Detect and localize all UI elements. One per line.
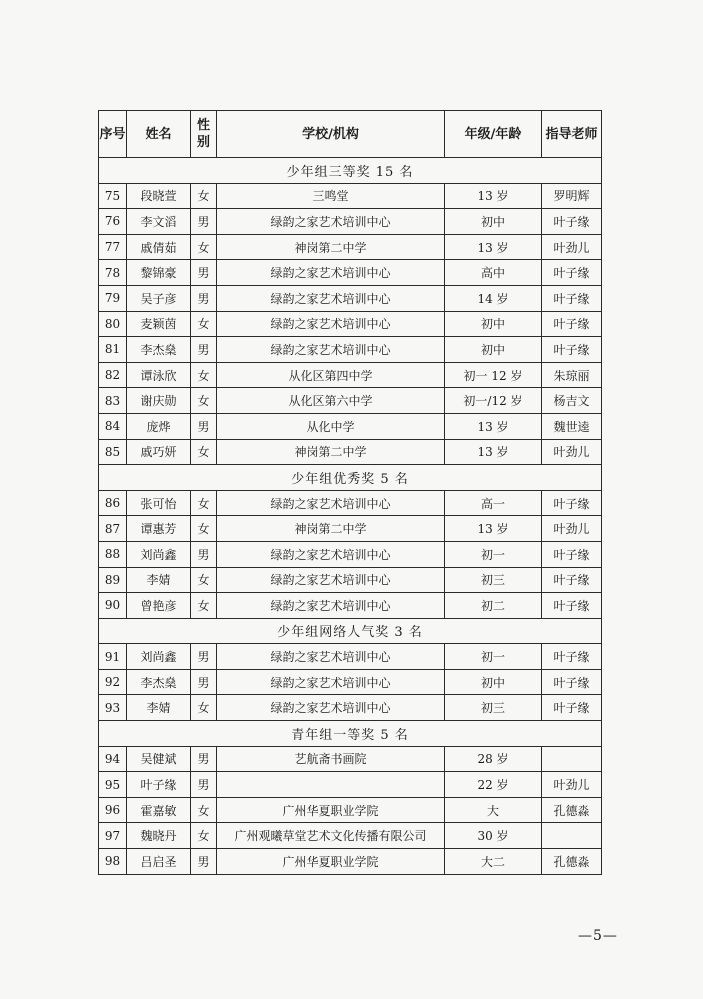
- cell-school: 神岗第二中学: [217, 439, 445, 465]
- section-title: 少年组优秀奖 5 名: [99, 465, 602, 491]
- table-row: [99, 209, 602, 235]
- table-row: [99, 567, 602, 593]
- cell-index: 91: [99, 644, 127, 670]
- cell-index: 90: [99, 593, 127, 619]
- cell-school: 神岗第二中学: [217, 516, 445, 542]
- cell-school: 绿韵之家艺术培训中心: [217, 541, 445, 567]
- cell-school: 绿韵之家艺术培训中心: [217, 695, 445, 721]
- cell-grade: 14 岁: [445, 285, 542, 311]
- cell-name: 曾艳彦: [127, 593, 191, 619]
- cell-gender: 男: [191, 413, 217, 439]
- cell-index: 81: [99, 337, 127, 363]
- cell-index: 95: [99, 772, 127, 798]
- table-row: [99, 541, 602, 567]
- table-row: [99, 362, 602, 388]
- section-title: 少年组网络人气奖 3 名: [99, 618, 602, 644]
- cell-gender: 男: [191, 849, 217, 875]
- cell-gender: 女: [191, 695, 217, 721]
- cell-school: 从化区第四中学: [217, 362, 445, 388]
- table-row: [99, 311, 602, 337]
- cell-index: 85: [99, 439, 127, 465]
- table-row: [99, 695, 602, 721]
- cell-gender: 女: [191, 593, 217, 619]
- cell-school: 艺航斋书画院: [217, 746, 445, 772]
- cell-teacher: 叶子缘: [542, 311, 602, 337]
- cell-gender: 男: [191, 644, 217, 670]
- cell-teacher: 朱琼丽: [542, 362, 602, 388]
- cell-grade: 初中: [445, 209, 542, 235]
- cell-teacher: 叶子缘: [542, 209, 602, 235]
- cell-gender: 男: [191, 260, 217, 286]
- cell-name: 谭惠芳: [127, 516, 191, 542]
- cell-school: 绿韵之家艺术培训中心: [217, 209, 445, 235]
- table-row: [99, 644, 602, 670]
- cell-name: 段晓萱: [127, 183, 191, 209]
- cell-teacher: 叶子缘: [542, 490, 602, 516]
- table-row: [99, 260, 602, 286]
- cell-school: 绿韵之家艺术培训中心: [217, 593, 445, 619]
- cell-name: 吕启圣: [127, 849, 191, 875]
- cell-teacher: [542, 823, 602, 849]
- cell-school: 广州华夏职业学院: [217, 849, 445, 875]
- cell-name: 谭泳欣: [127, 362, 191, 388]
- table-row: [99, 823, 602, 849]
- cell-gender: 男: [191, 772, 217, 798]
- cell-grade: 初一 12 岁: [445, 362, 542, 388]
- cell-index: 92: [99, 669, 127, 695]
- cell-gender: 女: [191, 183, 217, 209]
- cell-grade: 28 岁: [445, 746, 542, 772]
- cell-school: 三鸣堂: [217, 183, 445, 209]
- table-row: [99, 439, 602, 465]
- table-row: [99, 388, 602, 414]
- cell-index: 80: [99, 311, 127, 337]
- cell-gender: 女: [191, 439, 217, 465]
- cell-gender: 女: [191, 823, 217, 849]
- table-body: [99, 158, 602, 875]
- table-row: [99, 849, 602, 875]
- cell-grade: 初一/12 岁: [445, 388, 542, 414]
- cell-name: 张可怡: [127, 490, 191, 516]
- cell-grade: 高中: [445, 260, 542, 286]
- page-number: —5—: [578, 928, 618, 944]
- cell-index: 84: [99, 413, 127, 439]
- table-row: [99, 797, 602, 823]
- cell-name: 庞烨: [127, 413, 191, 439]
- table-row: [99, 183, 602, 209]
- cell-index: 75: [99, 183, 127, 209]
- cell-grade: 大: [445, 797, 542, 823]
- cell-grade: 初一: [445, 644, 542, 670]
- table-row: [99, 413, 602, 439]
- cell-grade: 30 岁: [445, 823, 542, 849]
- cell-name: 叶子缘: [127, 772, 191, 798]
- cell-grade: 初中: [445, 337, 542, 363]
- cell-name: 李杰燊: [127, 669, 191, 695]
- cell-teacher: 叶子缘: [542, 644, 602, 670]
- cell-grade: 13 岁: [445, 234, 542, 260]
- cell-grade: 初三: [445, 695, 542, 721]
- cell-index: 83: [99, 388, 127, 414]
- cell-index: 79: [99, 285, 127, 311]
- award-roster-table: [98, 110, 602, 875]
- cell-index: 76: [99, 209, 127, 235]
- cell-grade: 13 岁: [445, 439, 542, 465]
- cell-index: 89: [99, 567, 127, 593]
- cell-name: 刘尚鑫: [127, 644, 191, 670]
- cell-gender: 女: [191, 490, 217, 516]
- cell-name: 李婧: [127, 567, 191, 593]
- cell-grade: 初中: [445, 669, 542, 695]
- cell-gender: 男: [191, 337, 217, 363]
- cell-index: 98: [99, 849, 127, 875]
- cell-school: 绿韵之家艺术培训中心: [217, 285, 445, 311]
- cell-gender: 女: [191, 388, 217, 414]
- cell-gender: 女: [191, 567, 217, 593]
- cell-name: 霍嘉敏: [127, 797, 191, 823]
- cell-school: 从化中学: [217, 413, 445, 439]
- section-header-row: [99, 158, 602, 184]
- cell-index: 93: [99, 695, 127, 721]
- cell-teacher: 叶子缘: [542, 593, 602, 619]
- cell-teacher: 孔德淼: [542, 797, 602, 823]
- cell-gender: 女: [191, 234, 217, 260]
- cell-index: 78: [99, 260, 127, 286]
- header-gender: 性别: [191, 111, 217, 158]
- cell-school: 广州观曦草堂艺术文化传播有限公司: [217, 823, 445, 849]
- cell-gender: 男: [191, 209, 217, 235]
- cell-gender: 女: [191, 311, 217, 337]
- cell-name: 李文滔: [127, 209, 191, 235]
- cell-teacher: 叶劲儿: [542, 516, 602, 542]
- cell-name: 刘尚鑫: [127, 541, 191, 567]
- cell-name: 戚巧妍: [127, 439, 191, 465]
- cell-name: 李婧: [127, 695, 191, 721]
- cell-grade: 初三: [445, 567, 542, 593]
- cell-grade: 高一: [445, 490, 542, 516]
- header-name: 姓名: [127, 111, 191, 158]
- cell-school: 神岗第二中学: [217, 234, 445, 260]
- section-header-row: [99, 618, 602, 644]
- header-school: 学校/机构: [217, 111, 445, 158]
- cell-gender: 女: [191, 362, 217, 388]
- cell-school: 绿韵之家艺术培训中心: [217, 260, 445, 286]
- table-row: [99, 490, 602, 516]
- section-title: 少年组三等奖 15 名: [99, 158, 602, 184]
- cell-name: 戚倩茹: [127, 234, 191, 260]
- cell-index: 97: [99, 823, 127, 849]
- cell-teacher: 叶子缘: [542, 285, 602, 311]
- cell-school: 绿韵之家艺术培训中心: [217, 669, 445, 695]
- cell-teacher: 叶子缘: [542, 669, 602, 695]
- cell-gender: 女: [191, 516, 217, 542]
- cell-teacher: 孔德淼: [542, 849, 602, 875]
- cell-grade: 22 岁: [445, 772, 542, 798]
- cell-gender: 男: [191, 669, 217, 695]
- cell-name: 麦颖茵: [127, 311, 191, 337]
- cell-name: 谢庆勋: [127, 388, 191, 414]
- table-row: [99, 746, 602, 772]
- cell-teacher: 叶劲儿: [542, 439, 602, 465]
- cell-teacher: 叶子缘: [542, 567, 602, 593]
- cell-name: 李杰燊: [127, 337, 191, 363]
- cell-grade: 13 岁: [445, 516, 542, 542]
- table-row: [99, 234, 602, 260]
- cell-gender: 男: [191, 541, 217, 567]
- header-grade: 年级/年龄: [445, 111, 542, 158]
- cell-gender: 女: [191, 797, 217, 823]
- cell-grade: 初中: [445, 311, 542, 337]
- header-index: 序号: [99, 111, 127, 158]
- cell-name: 吴健斌: [127, 746, 191, 772]
- cell-school: 绿韵之家艺术培训中心: [217, 490, 445, 516]
- cell-name: 魏晓丹: [127, 823, 191, 849]
- cell-school: 绿韵之家艺术培训中心: [217, 567, 445, 593]
- table-row: [99, 593, 602, 619]
- cell-teacher: 叶子缘: [542, 337, 602, 363]
- cell-index: 87: [99, 516, 127, 542]
- section-header-row: [99, 465, 602, 491]
- cell-grade: 13 岁: [445, 413, 542, 439]
- header-teacher: 指导老师: [542, 111, 602, 158]
- cell-teacher: 叶劲儿: [542, 234, 602, 260]
- cell-index: 96: [99, 797, 127, 823]
- section-title: 青年组一等奖 5 名: [99, 721, 602, 747]
- cell-teacher: 杨吉文: [542, 388, 602, 414]
- cell-teacher: 罗明辉: [542, 183, 602, 209]
- cell-index: 82: [99, 362, 127, 388]
- cell-index: 86: [99, 490, 127, 516]
- cell-school: 从化区第六中学: [217, 388, 445, 414]
- table-row: [99, 285, 602, 311]
- cell-teacher: 叶子缘: [542, 695, 602, 721]
- cell-school: 绿韵之家艺术培训中心: [217, 644, 445, 670]
- cell-grade: 初一: [445, 541, 542, 567]
- cell-index: 94: [99, 746, 127, 772]
- cell-school: 绿韵之家艺术培训中心: [217, 311, 445, 337]
- cell-teacher: 魏世逵: [542, 413, 602, 439]
- cell-teacher: [542, 746, 602, 772]
- cell-name: 黎锦豪: [127, 260, 191, 286]
- table-row: [99, 772, 602, 798]
- section-header-row: [99, 721, 602, 747]
- cell-grade: 初二: [445, 593, 542, 619]
- cell-grade: 13 岁: [445, 183, 542, 209]
- cell-teacher: 叶子缘: [542, 541, 602, 567]
- cell-gender: 男: [191, 746, 217, 772]
- table-row: [99, 516, 602, 542]
- cell-school: 广州华夏职业学院: [217, 797, 445, 823]
- cell-teacher: 叶子缘: [542, 260, 602, 286]
- table-header-row: [99, 111, 602, 158]
- cell-school: 绿韵之家艺术培训中心: [217, 337, 445, 363]
- cell-index: 77: [99, 234, 127, 260]
- cell-school: [217, 772, 445, 798]
- cell-gender: 男: [191, 285, 217, 311]
- table-row: [99, 669, 602, 695]
- cell-name: 吴子彦: [127, 285, 191, 311]
- cell-teacher: 叶劲儿: [542, 772, 602, 798]
- table-row: [99, 337, 602, 363]
- cell-index: 88: [99, 541, 127, 567]
- cell-grade: 大二: [445, 849, 542, 875]
